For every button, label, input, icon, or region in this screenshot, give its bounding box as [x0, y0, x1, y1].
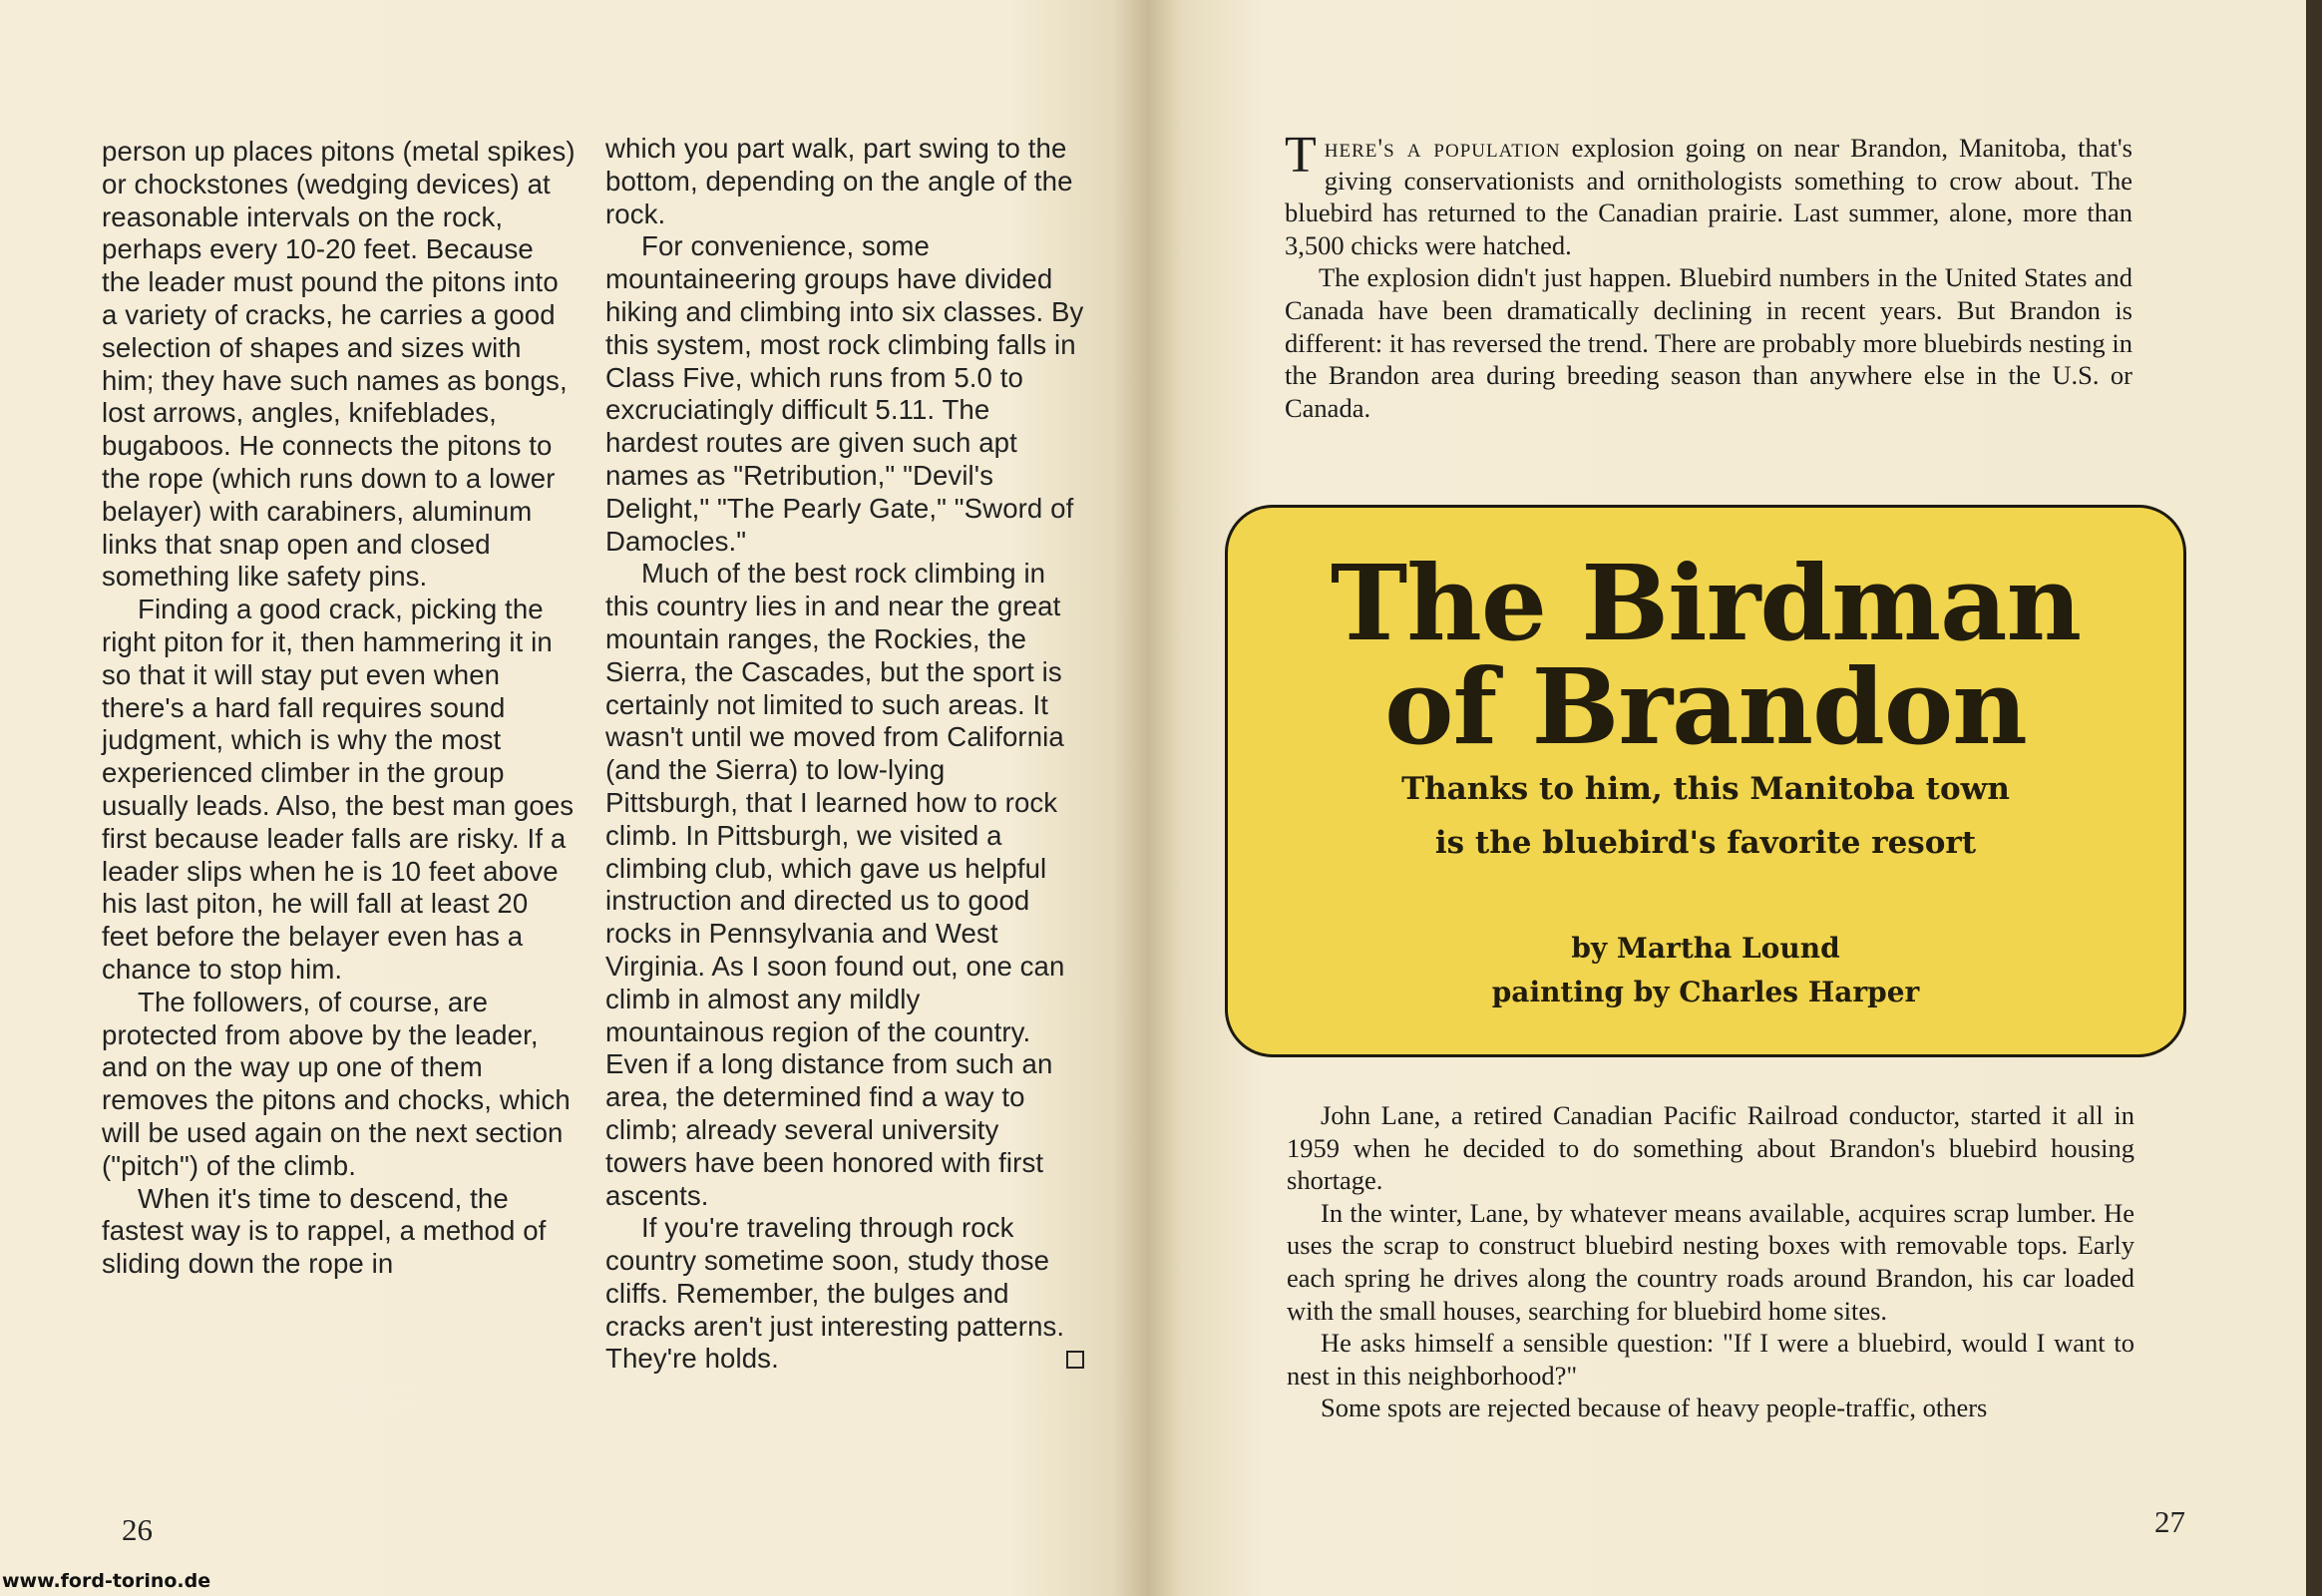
subtitle-line-1: Thanks to him, this Manitoba town	[1401, 771, 2010, 807]
subtitle-line-2: is the bluebird's favorite resort	[1434, 825, 1977, 861]
paragraph: person up places pitons (metal spikes) or chockstones (wedging devices) at reasonable intervals on the rock, perhaps every 10-20 feet. Because the leader must pound the pitons into a variety of cracks, he carries a good selection of shapes and sizes with him; they have such names as bongs, lost arrows, angles, knifeblades, bugaboos. He connects the pitons to the rope (which runs down to a lower belayer) with carabiners, aluminum links that snap open and closed something like safety pins.	[102, 136, 576, 593]
title-box	[1225, 505, 2186, 1057]
article-intro	[1285, 127, 2132, 424]
paragraph: Finding a good crack, picking the right piton for it, then hammering it in so that it will stay put even when there's a hard fall requires sound judgment, which is why the most experienced climber in the group usually leads. Also, the best man goes first because leader falls are risky. If a leader slips when he is 10 feet above his last piton, he will fall at least 20 feet before the belayer even has a chance to stop him.	[102, 594, 575, 985]
paragraph-last	[605, 1212, 1084, 1376]
article-title-line-2: of Brandon	[1384, 645, 2027, 768]
paragraph: In the winter, Lane, by whatever means available, acquires scrap lumber. He uses the scrap to construct bluebird nesting boxes with removable tops. Early each spring he drives along the country roads around Brandon, his car loaded with the small houses, searching for bluebird home sites.	[1287, 1197, 2134, 1326]
paragraph: Some spots are rejected because of heavy people-traffic, others	[1321, 1393, 1988, 1423]
left-page	[0, 0, 1147, 1596]
left-column-2	[605, 133, 1084, 1376]
article-title-line-1: The Birdman	[1330, 542, 2082, 664]
byline-painter: painting by Charles Harper	[1491, 976, 1920, 1008]
page-number-left: 26	[122, 1512, 153, 1547]
paragraph-text: If you're traveling through rock country sometime soon, study those cliffs. Remember, the bulges and cracks aren't just interesting patterns. They're holds.	[605, 1212, 1065, 1375]
paragraph: He asks himself a sensible question: "If I were a bluebird, would I want to nest in this neighborhood?"	[1287, 1328, 2134, 1391]
paragraph: which you part walk, part swing to the bottom, depending on the angle of the rock.	[605, 133, 1073, 229]
drop-cap: T	[1285, 127, 1317, 184]
byline-author: by Martha Lound	[1571, 932, 1840, 965]
intro-paragraph-1	[1285, 127, 2132, 261]
paragraph: John Lane, a retired Canadian Pacific Railroad conductor, started it all in 1959 when he decided to do something about Brandon's bluebird housing shortage.	[1287, 1100, 2134, 1196]
end-of-article-mark-icon	[1066, 1351, 1084, 1369]
paragraph: Much of the best rock climbing in this country lies in and near the great mountain ranges, the Rockies, the Sierra, the Cascades, but the sport is certainly not limited to such areas. It wasn't until we moved from California (and the Sierra) to low-lying Pittsburgh, that I learned how to rock climb. In Pittsburgh, we visited a climbing club, which gave us helpful instruction and directed us to good rocks in Pennsylvania and West Virginia. As I soon found out, one can climb in almost any mildly mountainous region of the country. Even if a long distance from such an area, the determined find a way to climb; already several university towers have been honored with first ascents.	[605, 558, 1065, 1211]
paragraph: The followers, of course, are protected from above by the leader, and on the way up one of them removes the pitons and chocks, which will be used again on the next section ("pitch") of the climb.	[102, 986, 571, 1181]
paragraph: When it's time to descend, the fastest way is to rappel, a method of sliding down the rope in	[102, 1182, 547, 1280]
watermark: www.ford-torino.de	[2, 1570, 211, 1592]
intro-paragraph-2: The explosion didn't just happen. Bluebird numbers in the United States and Canada have been dramatically declining in recent years. But Brandon is different: it has reversed the trend. There are probably more bluebirds nesting in the Brandon area during breeding season than anywhere else in the U.S. or Canada.	[1285, 262, 2132, 423]
intro-text: explosion going on near Brandon, Manitoba, that's giving conservationists and ornithologists something to crow about. The bluebird has returned to the Canadian prairie. Last summer, alone, more than 3,500 chicks were hatched.	[1285, 133, 2132, 260]
page-number-right: 27	[2154, 1504, 2185, 1539]
intro-smallcaps: here's a population	[1324, 133, 1561, 163]
left-column-1	[102, 136, 579, 1281]
scan-right-edge	[2306, 0, 2322, 1596]
article-body	[1287, 1099, 2134, 1424]
paragraph: For convenience, some mountaineering groups have divided hiking and climbing into six classes. By this system, most rock climbing falls in Class Five, which runs from 5.0 to excruciatingly difficult 5.11. The hardest routes are given such apt names as "Retribution," "Devil's Delight," "The Pearly Gate," "Sword of Damocles."	[605, 230, 1084, 557]
